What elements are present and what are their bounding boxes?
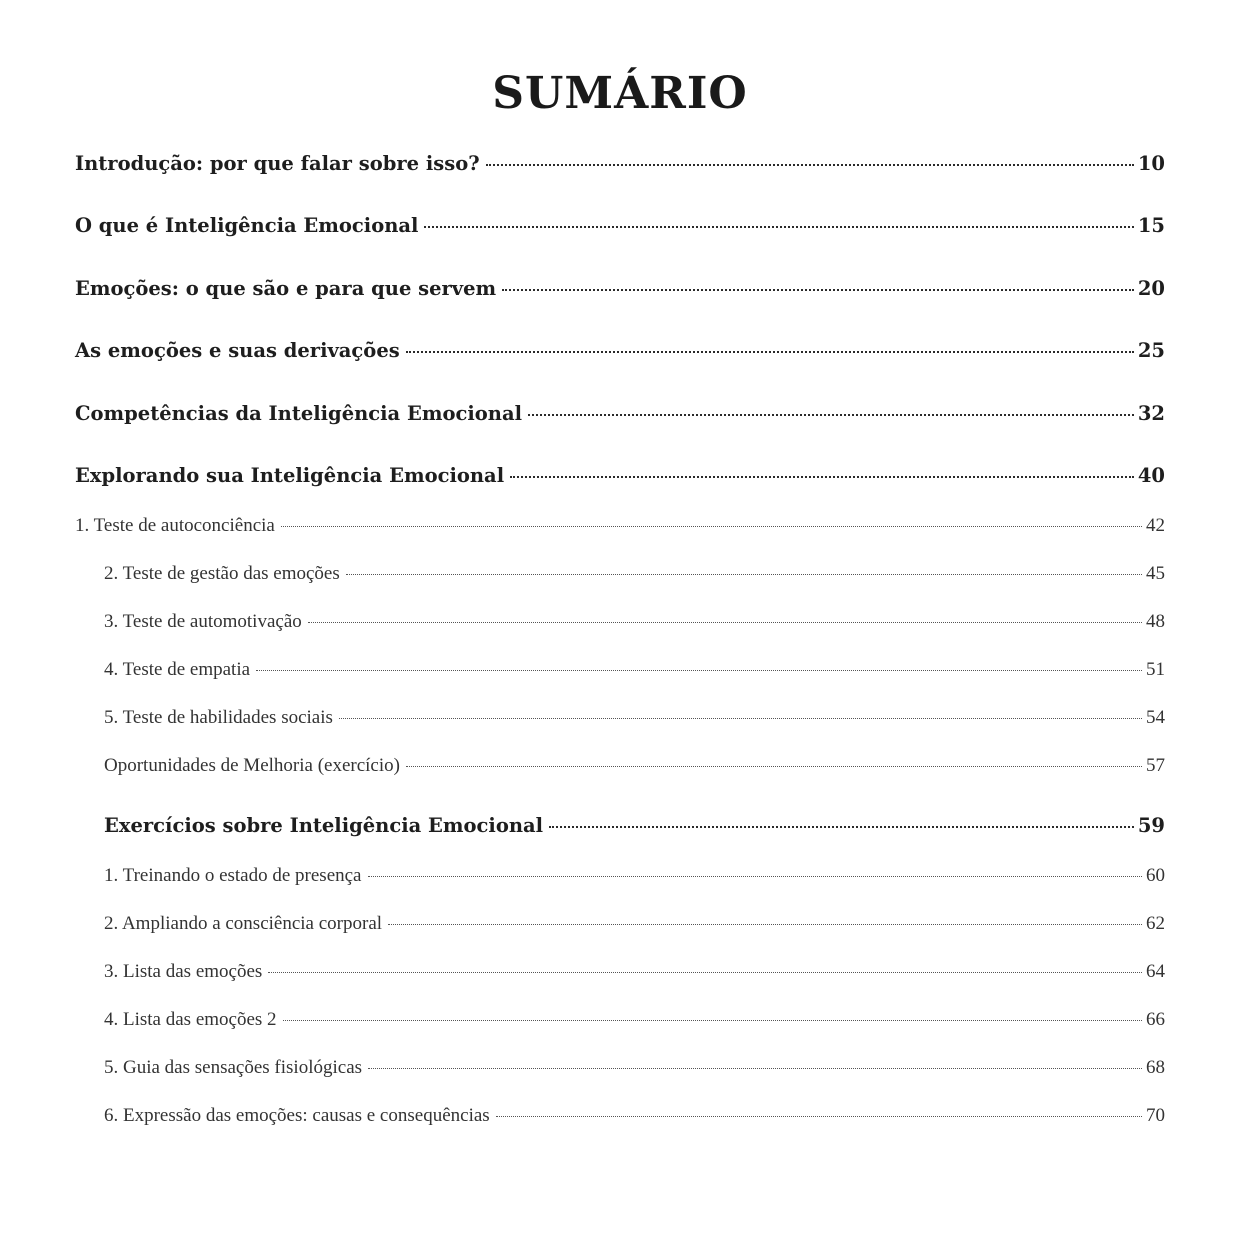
toc-subentry[interactable] [75,515,1165,537]
toc-subentry-page: 64 [1146,961,1165,982]
dot-leader [528,414,1134,416]
dot-leader [388,924,1142,925]
toc-subentry[interactable] [104,659,1165,681]
toc-subentry-page: 51 [1146,659,1165,680]
toc-entry-label: Introdução: por que falar sobre isso? [75,152,480,175]
toc-subentry-label: 2. Teste de gestão das emoções [104,563,340,584]
toc-entry[interactable] [75,152,1165,175]
toc-subentry-page: 68 [1146,1057,1165,1078]
toc-subentry-page: 66 [1146,1009,1165,1030]
toc-subentry[interactable] [104,961,1165,983]
toc-subentry[interactable] [104,1105,1165,1127]
dot-leader [510,476,1134,478]
page-title: SUMÁRIO [492,68,748,119]
toc-entry-page: 59 [1137,814,1165,837]
toc-subentry-page: 54 [1146,707,1165,728]
toc-subentry-label: 3. Teste de automotivação [104,611,302,632]
toc-entry-page: 15 [1137,214,1165,237]
dot-leader [486,164,1134,166]
dot-leader [256,670,1142,671]
toc-subentry-label: 5. Guia das sensações fisiológicas [104,1057,363,1078]
dot-leader [368,876,1143,877]
toc-subentry-page: 57 [1146,755,1165,776]
toc-entry[interactable] [75,214,1165,237]
toc-subentry-label: 1. Teste de autoconciência [75,515,275,536]
toc-subentry-label: 3. Lista das emoções [104,961,263,982]
toc-subentry[interactable] [104,913,1165,935]
toc-subentry-page: 48 [1146,611,1165,632]
toc-entry-label: Exercícios sobre Inteligência Emocional [104,814,544,837]
toc-entry-label: O que é Inteligência Emocional [75,214,419,237]
dot-leader [346,574,1142,575]
toc-subentry[interactable] [104,707,1165,729]
toc-subentry[interactable] [104,755,1165,777]
toc-entry-page: 32 [1137,402,1165,425]
toc-entry-page: 10 [1137,152,1165,175]
toc-subentry-label: Oportunidades de Melhoria (exercício) [104,755,400,776]
toc-subentry-page: 45 [1146,563,1165,584]
toc-subentry-label: 4. Lista das emoções 2 [104,1009,277,1030]
toc-entry[interactable] [75,277,1165,300]
toc-entry-label: As emoções e suas derivações [75,339,400,362]
dot-leader [308,622,1142,623]
toc-subentry-label: 1. Treinando o estado de presença [104,865,362,886]
toc-entry[interactable] [75,464,1165,487]
toc-subentry-page: 42 [1146,515,1165,536]
toc-entry-page: 20 [1137,277,1165,300]
toc-subentry[interactable] [104,1009,1165,1031]
toc-subentry-page: 70 [1146,1105,1165,1126]
dot-leader [406,351,1134,353]
dot-leader [339,718,1142,719]
dot-leader [368,1068,1142,1069]
dot-leader [424,226,1133,228]
toc-subentry-page: 62 [1146,913,1165,934]
toc-entry-label: Emoções: o que são e para que servem [75,277,497,300]
toc-entry[interactable] [75,402,1165,425]
dot-leader [281,526,1142,527]
toc-subentry-label: 2. Ampliando a consciência corporal [104,913,383,934]
toc-subentry[interactable] [104,865,1165,887]
toc-entry[interactable] [104,814,1165,837]
toc-subentry[interactable] [104,611,1165,633]
dot-leader [406,766,1142,767]
toc-entry-page: 40 [1137,464,1165,487]
dot-leader [502,289,1134,291]
dot-leader [496,1116,1142,1117]
dot-leader [268,972,1142,973]
toc-subentry-label: 6. Expressão das emoções: causas e consequências [104,1105,490,1126]
dot-leader [283,1020,1142,1021]
toc-subentry-label: 5. Teste de habilidades sociais [104,707,333,728]
toc-entry-label: Explorando sua Inteligência Emocional [75,464,505,487]
toc-subentry-page: 60 [1146,865,1165,886]
toc-subentry[interactable] [104,563,1165,585]
toc-subentry[interactable] [104,1057,1165,1079]
toc-subentry-label: 4. Teste de empatia [104,659,251,680]
dot-leader [549,826,1134,828]
toc-entry[interactable] [75,339,1165,362]
toc-entry-label: Competências da Inteligência Emocional [75,402,522,425]
toc-entry-page: 25 [1137,339,1165,362]
